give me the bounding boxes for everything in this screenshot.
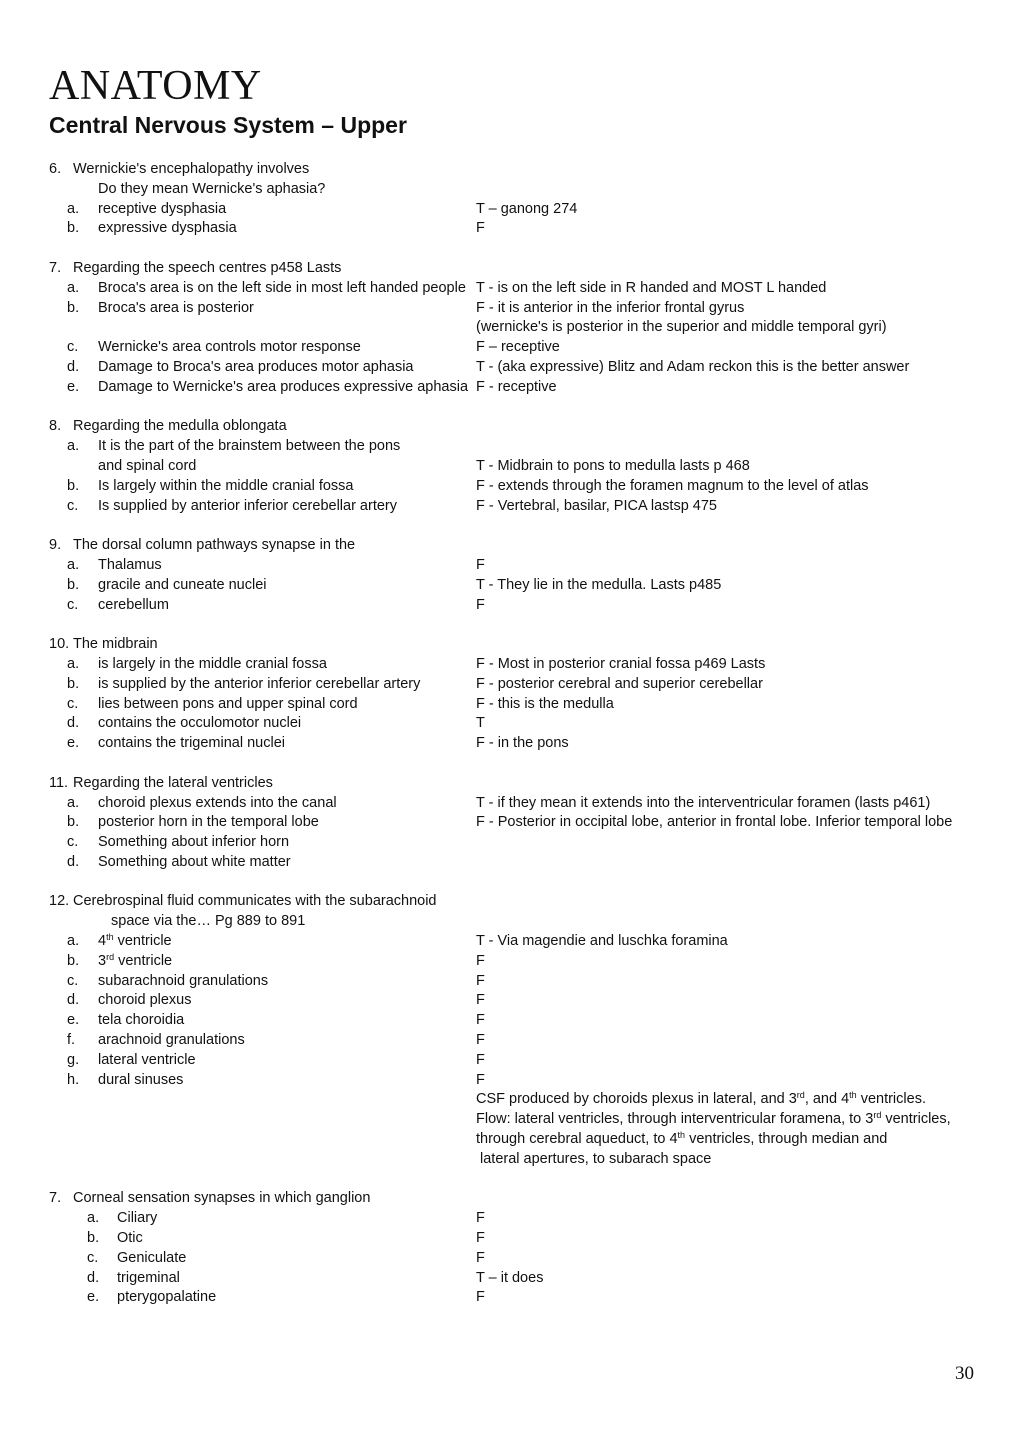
option-row: [49, 556, 999, 576]
option-answer: F – receptive: [476, 339, 560, 356]
csf-note-line-1: CSF produced by choroids plexus in lateral, and 3rd, and 4th ventricles.: [476, 1090, 926, 1108]
option-answer: F: [476, 952, 485, 969]
question-number: 6.: [49, 161, 62, 177]
option-letter: d.: [67, 992, 80, 1009]
option-letter: d.: [67, 358, 80, 375]
option-letter: a.: [67, 279, 80, 296]
option-text: lies between pons and upper spinal cord: [98, 695, 358, 712]
option-row: [49, 1229, 999, 1249]
option-text: Something about white matter: [98, 853, 291, 870]
option-text: receptive dysphasia: [98, 200, 227, 217]
question-11: [49, 774, 999, 794]
question-10: [49, 635, 999, 655]
option-row: [49, 1249, 999, 1269]
option-letter: a.: [67, 655, 80, 672]
option-letter: f.: [67, 1032, 76, 1049]
option-row: [49, 378, 999, 398]
option-text: dural sinuses: [98, 1071, 184, 1088]
option-text: Wernicke's area controls motor response: [98, 339, 361, 356]
option-row: [49, 813, 999, 833]
question-text: Regarding the lateral ventricles: [73, 774, 273, 791]
option-answer: F: [476, 1289, 485, 1306]
option-row: [49, 734, 999, 754]
option-text: Broca's area is posterior: [98, 299, 254, 316]
option-text: Is largely within the middle cranial fossa: [98, 477, 354, 494]
option-row: [49, 675, 999, 695]
option-letter: b.: [87, 1230, 100, 1247]
question-number: 7.: [49, 259, 62, 276]
option-answer: F: [476, 972, 485, 989]
option-row: [49, 219, 999, 239]
option-letter: e.: [87, 1289, 100, 1306]
option-letter: b.: [67, 220, 80, 237]
option-row: [49, 1288, 999, 1308]
question-9: [49, 536, 999, 556]
option-text: 4th ventricle: [98, 932, 172, 950]
option-text: cerebellum: [98, 596, 169, 613]
csf-note-line-2: Flow: lateral ventricles, through interventricular foramena, to 3rd ventricles,: [476, 1110, 951, 1128]
option-answer: T: [476, 715, 485, 732]
option-answer: F - in the pons: [476, 735, 569, 752]
page-number: 30: [955, 1363, 974, 1384]
option-answer: F: [476, 1071, 485, 1088]
option-row: [49, 794, 999, 814]
option-text: subarachnoid granulations: [98, 972, 269, 989]
option-row: [49, 833, 999, 853]
option-row: [49, 1269, 999, 1289]
option-letter: c.: [67, 834, 79, 851]
question-text-continued: Do they mean Wernicke's aphasia?: [98, 180, 326, 197]
option-answer: F: [476, 220, 485, 237]
option-row: [49, 299, 999, 319]
option-text: Something about inferior horn: [98, 834, 290, 851]
option-letter: e.: [67, 378, 80, 395]
option-letter: g.: [67, 1051, 80, 1068]
option-row: [49, 1209, 999, 1229]
option-answer-continued: (wernicke's is posterior in the superior and middle temporal gyri): [476, 319, 887, 336]
question-number: 7.: [49, 1190, 62, 1207]
option-text: lateral ventricle: [98, 1051, 196, 1068]
option-text: Is supplied by anterior inferior cerebellar artery: [98, 497, 397, 514]
option-text: Damage to Wernicke's area produces expressive aphasia: [98, 378, 469, 395]
option-letter: a.: [67, 556, 80, 573]
option-text: trigeminal: [117, 1269, 180, 1286]
question-8: [49, 417, 999, 437]
option-row: [49, 576, 999, 596]
option-text: gracile and cuneate nuclei: [98, 576, 267, 593]
csf-note-line-4: lateral apertures, to subarach space: [480, 1150, 712, 1167]
option-text: Broca's area is on the left side in most left handed people: [98, 279, 466, 296]
question-number: 8.: [49, 418, 62, 435]
question-text: Regarding the medulla oblongata: [73, 418, 287, 435]
option-answer: F - this is the medulla: [476, 695, 614, 712]
option-letter: c.: [87, 1249, 99, 1266]
option-letter: b.: [67, 814, 80, 831]
option-answer: T – it does: [476, 1269, 544, 1286]
option-row: [49, 497, 999, 517]
question-number: 9.: [49, 537, 62, 554]
option-answer: F - extends through the foramen magnum to the level of atlas: [476, 477, 869, 494]
option-letter: d.: [87, 1269, 100, 1286]
option-answer: F: [476, 992, 485, 1009]
option-text: choroid plexus extends into the canal: [98, 794, 337, 811]
option-letter: h.: [67, 1071, 80, 1088]
option-letter: c.: [67, 339, 79, 356]
question-7: [49, 259, 999, 279]
question-text: The midbrain: [73, 636, 158, 653]
option-text: Damage to Broca's area produces motor aphasia: [98, 358, 414, 375]
option-text: and spinal cord: [98, 457, 197, 474]
question-corneal: [49, 1189, 999, 1209]
question-text: Corneal sensation synapses in which ganglion: [73, 1190, 371, 1207]
option-letter: a.: [67, 794, 80, 811]
option-letter: b.: [67, 477, 80, 494]
option-row: [49, 714, 999, 734]
option-row: [49, 932, 999, 952]
question-list: [49, 160, 999, 1308]
option-answer: T - They lie in the medulla. Lasts p485: [476, 576, 722, 593]
option-text: It is the part of the brainstem between the pons: [98, 438, 401, 455]
option-row: [49, 952, 999, 972]
csf-note-line-3: through cerebral aqueduct, to 4th ventricles, through median and: [476, 1130, 888, 1148]
option-letter: b.: [67, 576, 80, 593]
option-row: [49, 279, 999, 299]
option-row: [49, 853, 999, 873]
option-letter: e.: [67, 735, 80, 752]
option-letter: a.: [67, 933, 80, 950]
option-answer: F - receptive: [476, 378, 557, 395]
option-row: [49, 200, 999, 220]
option-letter: b.: [67, 675, 80, 692]
option-answer: T - Via magendie and luschka foramina: [476, 933, 728, 950]
option-answer: F - Vertebral, basilar, PICA lastsp 475: [476, 497, 717, 514]
option-row: [49, 358, 999, 378]
option-answer: F: [476, 556, 485, 573]
question-12: [49, 892, 999, 912]
option-text: choroid plexus: [98, 992, 192, 1009]
option-text: Geniculate: [117, 1249, 187, 1266]
option-letter: e.: [67, 1012, 80, 1029]
option-text: tela choroidia: [98, 1012, 185, 1029]
option-letter: a.: [87, 1210, 100, 1227]
option-answer: F - posterior cerebral and superior cerebellar: [476, 675, 763, 692]
option-text: Thalamus: [98, 556, 162, 573]
option-text: contains the trigeminal nuclei: [98, 735, 285, 752]
question-number: 12.: [49, 893, 70, 910]
option-row: [49, 655, 999, 675]
option-text: is supplied by the anterior inferior cerebellar artery: [98, 675, 421, 692]
option-row: [49, 1071, 999, 1091]
question-text: Regarding the speech centres p458 Lasts: [73, 259, 342, 276]
option-text: Otic: [117, 1230, 143, 1247]
option-row: [49, 695, 999, 715]
option-row: [49, 437, 999, 457]
option-answer: F: [476, 1249, 485, 1266]
option-row: [49, 1011, 999, 1031]
option-answer: F - Most in posterior cranial fossa p469 Lasts: [476, 655, 766, 672]
option-answer: T - Midbrain to pons to medulla lasts p 468: [476, 457, 750, 474]
option-text: Ciliary: [117, 1210, 158, 1227]
question-6: [49, 160, 999, 180]
option-row: [49, 338, 999, 358]
section-subtitle: Central Nervous System – Upper: [49, 112, 407, 138]
question-text: Cerebrospinal fluid communicates with the subarachnoid: [73, 893, 437, 910]
option-letter: b.: [67, 299, 80, 316]
option-row: [49, 991, 999, 1011]
option-answer: F: [476, 1230, 485, 1247]
option-row: [49, 1051, 999, 1071]
option-answer: T - is on the left side in R handed and MOST L handed: [476, 279, 827, 296]
option-answer: T - if they mean it extends into the interventricular foramen (lasts p461): [476, 794, 931, 811]
option-answer: F: [476, 1032, 485, 1049]
question-text: Wernickie's encephalopathy involves: [73, 161, 310, 177]
option-text: posterior horn in the temporal lobe: [98, 814, 319, 831]
option-letter: d.: [67, 715, 80, 732]
option-letter: c.: [67, 695, 79, 712]
option-letter: c.: [67, 972, 79, 989]
option-letter: a.: [67, 200, 80, 217]
option-text: is largely in the middle cranial fossa: [98, 655, 327, 672]
option-text: 3rd ventricle: [98, 951, 173, 969]
option-row: [49, 972, 999, 992]
question-number: 11.: [49, 774, 69, 791]
option-answer: F - it is anterior in the inferior frontal gyrus: [476, 299, 745, 316]
option-letter: b.: [67, 952, 80, 969]
option-letter: a.: [67, 438, 80, 455]
option-letter: d.: [67, 853, 80, 870]
option-answer: F: [476, 1012, 485, 1029]
option-row: [49, 477, 999, 497]
option-row: [49, 1031, 999, 1051]
question-text-continued: space via the… Pg 889 to 891: [111, 913, 306, 930]
option-text: contains the occulomotor nuclei: [98, 715, 302, 732]
option-row-continued: [49, 457, 999, 477]
option-answer: F - Posterior in occipital lobe, anterior in frontal lobe. Inferior temporal lobe: [476, 814, 953, 831]
page-title: ANATOMY: [49, 63, 262, 109]
option-answer: T – ganong 274: [476, 200, 578, 217]
option-text: arachnoid granulations: [98, 1032, 245, 1049]
option-letter: c.: [67, 497, 79, 514]
option-answer: F: [476, 1210, 485, 1227]
option-letter: c.: [67, 596, 79, 613]
option-answer: F: [476, 596, 485, 613]
option-text: expressive dysphasia: [98, 220, 237, 237]
option-text: pterygopalatine: [117, 1289, 217, 1306]
option-answer: T - (aka expressive) Blitz and Adam reckon this is the better answer: [476, 358, 910, 375]
option-row: [49, 596, 999, 616]
option-answer: F: [476, 1051, 485, 1068]
question-text: The dorsal column pathways synapse in the: [73, 537, 356, 554]
question-number: 10.: [49, 636, 70, 653]
